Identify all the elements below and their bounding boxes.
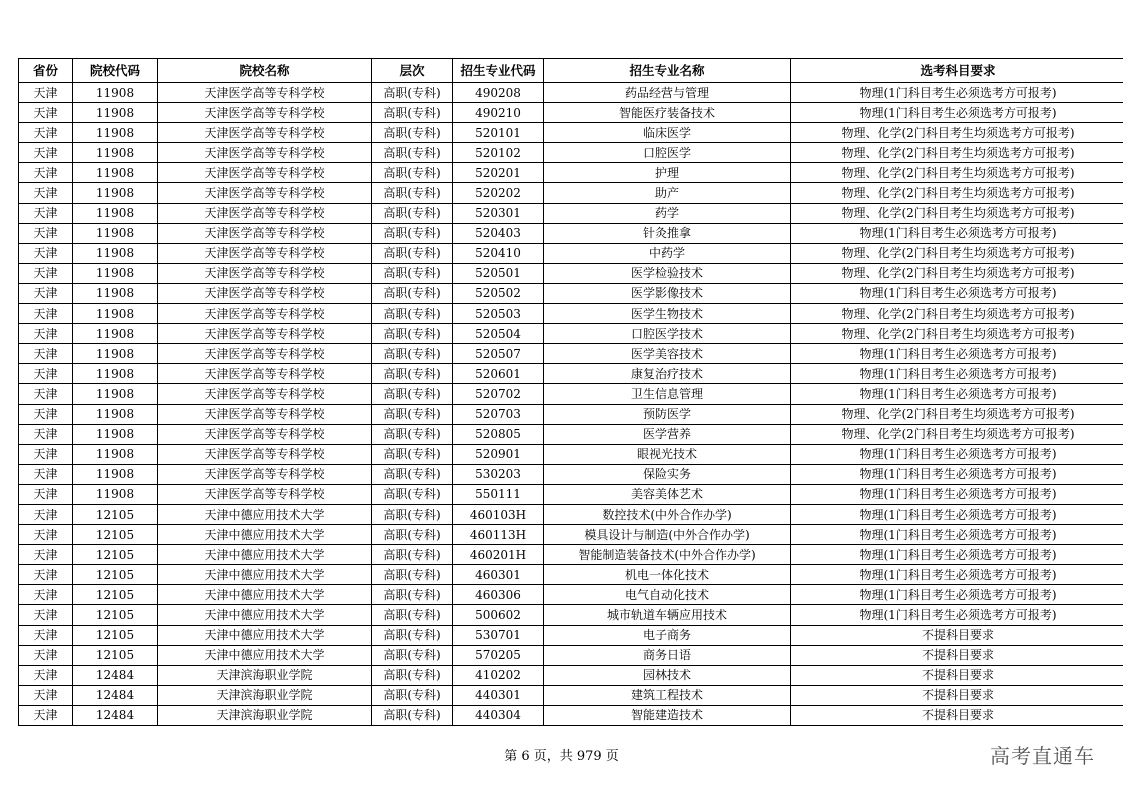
cell-subject-requirement: 物理、化学(2门科目考生均须选考方可报考): [791, 304, 1123, 324]
cell-level: 高职(专科): [372, 123, 453, 143]
cell-school-code: 12105: [73, 525, 158, 545]
cell-school-name: 天津滨海职业学院: [158, 665, 372, 685]
cell-school-code: 11908: [73, 183, 158, 203]
cell-province: 天津: [19, 705, 73, 725]
cell-school-name: 天津医学高等专科学校: [158, 324, 372, 344]
cell-school-name: 天津滨海职业学院: [158, 705, 372, 725]
cell-school-name: 天津医学高等专科学校: [158, 143, 372, 163]
table-row: [19, 384, 1123, 404]
cell-province: 天津: [19, 484, 73, 504]
cell-major-name: 临床医学: [544, 123, 791, 143]
table-row: [19, 605, 1123, 625]
cell-province: 天津: [19, 685, 73, 705]
cell-school-code: 11908: [73, 484, 158, 504]
cell-major-code: 410202: [453, 665, 544, 685]
cell-major-name: 医学营养: [544, 424, 791, 444]
cell-major-name: 智能制造装备技术(中外合作办学): [544, 545, 791, 565]
cell-subject-requirement: 物理(1门科目考生必须选考方可报考): [791, 545, 1123, 565]
cell-province: 天津: [19, 444, 73, 464]
cell-school-name: 天津中德应用技术大学: [158, 645, 372, 665]
cell-level: 高职(专科): [372, 705, 453, 725]
header-subject-requirement: 选考科目要求: [791, 59, 1123, 83]
cell-major-name: 美容美体艺术: [544, 484, 791, 504]
cell-level: 高职(专科): [372, 304, 453, 324]
cell-school-name: 天津医学高等专科学校: [158, 384, 372, 404]
cell-school-code: 12105: [73, 545, 158, 565]
table-row: [19, 83, 1123, 103]
cell-major-name: 药品经营与管理: [544, 83, 791, 103]
cell-major-code: 460301: [453, 565, 544, 585]
cell-subject-requirement: 不提科目要求: [791, 645, 1123, 665]
cell-province: 天津: [19, 163, 73, 183]
table-row: [19, 625, 1123, 645]
cell-major-name: 数控技术(中外合作办学): [544, 504, 791, 524]
cell-province: 天津: [19, 103, 73, 123]
cell-level: 高职(专科): [372, 203, 453, 223]
cell-major-name: 助产: [544, 183, 791, 203]
cell-level: 高职(专科): [372, 464, 453, 484]
table-row: [19, 143, 1123, 163]
cell-school-name: 天津中德应用技术大学: [158, 585, 372, 605]
cell-major-code: 520202: [453, 183, 544, 203]
cell-level: 高职(专科): [372, 263, 453, 283]
cell-province: 天津: [19, 243, 73, 263]
table-row: [19, 484, 1123, 504]
table-row: [19, 243, 1123, 263]
cell-province: 天津: [19, 364, 73, 384]
cell-province: 天津: [19, 143, 73, 163]
cell-level: 高职(专科): [372, 484, 453, 504]
cell-subject-requirement: 物理、化学(2门科目考生均须选考方可报考): [791, 404, 1123, 424]
cell-school-code: 11908: [73, 263, 158, 283]
cell-school-code: 11908: [73, 103, 158, 123]
cell-subject-requirement: 物理、化学(2门科目考生均须选考方可报考): [791, 324, 1123, 344]
cell-school-code: 11908: [73, 384, 158, 404]
cell-subject-requirement: 物理(1门科目考生必须选考方可报考): [791, 364, 1123, 384]
cell-school-name: 天津中德应用技术大学: [158, 625, 372, 645]
cell-province: 天津: [19, 625, 73, 645]
cell-school-code: 11908: [73, 123, 158, 143]
header-major-code: 招生专业代码: [453, 59, 544, 83]
cell-school-code: 12105: [73, 585, 158, 605]
cell-school-name: 天津医学高等专科学校: [158, 283, 372, 303]
cell-school-code: 11908: [73, 464, 158, 484]
cell-major-code: 520102: [453, 143, 544, 163]
cell-school-code: 12484: [73, 665, 158, 685]
cell-province: 天津: [19, 585, 73, 605]
cell-province: 天津: [19, 263, 73, 283]
cell-major-code: 520504: [453, 324, 544, 344]
cell-province: 天津: [19, 83, 73, 103]
cell-province: 天津: [19, 424, 73, 444]
cell-level: 高职(专科): [372, 545, 453, 565]
cell-major-code: 570205: [453, 645, 544, 665]
table-row: [19, 163, 1123, 183]
cell-level: 高职(专科): [372, 605, 453, 625]
cell-school-code: 12105: [73, 565, 158, 585]
cell-major-code: 460201H: [453, 545, 544, 565]
cell-school-name: 天津医学高等专科学校: [158, 304, 372, 324]
cell-school-code: 11908: [73, 283, 158, 303]
cell-major-name: 医学美容技术: [544, 344, 791, 364]
table-row: [19, 464, 1123, 484]
cell-subject-requirement: 不提科目要求: [791, 705, 1123, 725]
cell-major-name: 电气自动化技术: [544, 585, 791, 605]
cell-major-name: 园林技术: [544, 665, 791, 685]
cell-major-name: 医学检验技术: [544, 263, 791, 283]
cell-major-name: 建筑工程技术: [544, 685, 791, 705]
cell-major-name: 商务日语: [544, 645, 791, 665]
table-row: [19, 545, 1123, 565]
table-header-row: [19, 59, 1123, 83]
cell-level: 高职(专科): [372, 163, 453, 183]
cell-major-code: 520503: [453, 304, 544, 324]
cell-school-name: 天津医学高等专科学校: [158, 83, 372, 103]
cell-level: 高职(专科): [372, 364, 453, 384]
cell-major-code: 530203: [453, 464, 544, 484]
table-row: [19, 424, 1123, 444]
cell-school-code: 11908: [73, 143, 158, 163]
table-row: [19, 364, 1123, 384]
cell-major-code: 530701: [453, 625, 544, 645]
table-row: [19, 263, 1123, 283]
cell-major-code: 520501: [453, 263, 544, 283]
cell-subject-requirement: 物理(1门科目考生必须选考方可报考): [791, 444, 1123, 464]
cell-major-name: 康复治疗技术: [544, 364, 791, 384]
cell-level: 高职(专科): [372, 585, 453, 605]
cell-major-code: 440301: [453, 685, 544, 705]
cell-major-name: 医学生物技术: [544, 304, 791, 324]
header-level: 层次: [372, 59, 453, 83]
cell-level: 高职(专科): [372, 665, 453, 685]
table-row: [19, 665, 1123, 685]
cell-major-code: 520703: [453, 404, 544, 424]
cell-major-name: 护理: [544, 163, 791, 183]
cell-major-code: 520601: [453, 364, 544, 384]
cell-school-name: 天津中德应用技术大学: [158, 504, 372, 524]
cell-school-code: 12484: [73, 685, 158, 705]
cell-level: 高职(专科): [372, 424, 453, 444]
header-major-name: 招生专业名称: [544, 59, 791, 83]
cell-school-code: 11908: [73, 304, 158, 324]
watermark: 高考直通车: [990, 744, 1095, 768]
cell-major-code: 460113H: [453, 525, 544, 545]
cell-subject-requirement: 物理(1门科目考生必须选考方可报考): [791, 605, 1123, 625]
cell-school-code: 12484: [73, 705, 158, 725]
table-row: [19, 223, 1123, 243]
cell-major-code: 490208: [453, 83, 544, 103]
cell-major-code: 440304: [453, 705, 544, 725]
cell-school-code: 11908: [73, 344, 158, 364]
cell-school-name: 天津中德应用技术大学: [158, 545, 372, 565]
cell-subject-requirement: 物理(1门科目考生必须选考方可报考): [791, 83, 1123, 103]
table-row: [19, 203, 1123, 223]
cell-subject-requirement: 物理、化学(2门科目考生均须选考方可报考): [791, 243, 1123, 263]
cell-school-name: 天津医学高等专科学校: [158, 103, 372, 123]
table-row: [19, 344, 1123, 364]
cell-major-name: 机电一体化技术: [544, 565, 791, 585]
cell-school-code: 12105: [73, 504, 158, 524]
cell-major-name: 口腔医学: [544, 143, 791, 163]
cell-province: 天津: [19, 304, 73, 324]
cell-province: 天津: [19, 665, 73, 685]
cell-school-name: 天津医学高等专科学校: [158, 163, 372, 183]
cell-province: 天津: [19, 344, 73, 364]
cell-subject-requirement: 物理、化学(2门科目考生均须选考方可报考): [791, 263, 1123, 283]
cell-level: 高职(专科): [372, 565, 453, 585]
cell-subject-requirement: 不提科目要求: [791, 625, 1123, 645]
cell-subject-requirement: 物理、化学(2门科目考生均须选考方可报考): [791, 203, 1123, 223]
header-school-name: 院校名称: [158, 59, 372, 83]
cell-level: 高职(专科): [372, 223, 453, 243]
cell-major-code: 520702: [453, 384, 544, 404]
table-row: [19, 444, 1123, 464]
cell-subject-requirement: 物理、化学(2门科目考生均须选考方可报考): [791, 183, 1123, 203]
table-row: [19, 283, 1123, 303]
cell-major-name: 保险实务: [544, 464, 791, 484]
table-row: [19, 183, 1123, 203]
cell-major-name: 预防医学: [544, 404, 791, 424]
cell-school-name: 天津医学高等专科学校: [158, 364, 372, 384]
cell-school-code: 11908: [73, 163, 158, 183]
cell-school-code: 12105: [73, 645, 158, 665]
cell-province: 天津: [19, 464, 73, 484]
cell-subject-requirement: 物理、化学(2门科目考生均须选考方可报考): [791, 143, 1123, 163]
table-row: [19, 504, 1123, 524]
cell-school-name: 天津医学高等专科学校: [158, 464, 372, 484]
cell-province: 天津: [19, 183, 73, 203]
cell-level: 高职(专科): [372, 243, 453, 263]
cell-level: 高职(专科): [372, 103, 453, 123]
admission-table: [18, 58, 1123, 726]
cell-subject-requirement: 物理(1门科目考生必须选考方可报考): [791, 384, 1123, 404]
cell-level: 高职(专科): [372, 685, 453, 705]
cell-school-code: 12105: [73, 605, 158, 625]
cell-province: 天津: [19, 525, 73, 545]
cell-subject-requirement: 物理(1门科目考生必须选考方可报考): [791, 103, 1123, 123]
table-row: [19, 525, 1123, 545]
cell-province: 天津: [19, 545, 73, 565]
cell-province: 天津: [19, 645, 73, 665]
cell-school-code: 11908: [73, 243, 158, 263]
cell-school-name: 天津医学高等专科学校: [158, 183, 372, 203]
cell-school-code: 11908: [73, 223, 158, 243]
cell-province: 天津: [19, 404, 73, 424]
cell-major-name: 医学影像技术: [544, 283, 791, 303]
table-row: [19, 585, 1123, 605]
cell-major-name: 中药学: [544, 243, 791, 263]
cell-school-name: 天津医学高等专科学校: [158, 344, 372, 364]
cell-province: 天津: [19, 565, 73, 585]
table-row: [19, 705, 1123, 725]
cell-major-name: 口腔医学技术: [544, 324, 791, 344]
cell-subject-requirement: 物理(1门科目考生必须选考方可报考): [791, 344, 1123, 364]
cell-school-code: 11908: [73, 83, 158, 103]
cell-major-code: 520403: [453, 223, 544, 243]
cell-level: 高职(专科): [372, 344, 453, 364]
cell-school-name: 天津中德应用技术大学: [158, 605, 372, 625]
cell-major-code: 520507: [453, 344, 544, 364]
cell-major-name: 针灸推拿: [544, 223, 791, 243]
cell-subject-requirement: 不提科目要求: [791, 665, 1123, 685]
cell-subject-requirement: 物理(1门科目考生必须选考方可报考): [791, 464, 1123, 484]
table-row: [19, 565, 1123, 585]
table-row: [19, 404, 1123, 424]
cell-major-code: 490210: [453, 103, 544, 123]
cell-major-name: 电子商务: [544, 625, 791, 645]
cell-school-code: 11908: [73, 364, 158, 384]
table-body: [19, 83, 1123, 726]
cell-level: 高职(专科): [372, 143, 453, 163]
cell-province: 天津: [19, 283, 73, 303]
cell-school-code: 12105: [73, 625, 158, 645]
cell-school-name: 天津医学高等专科学校: [158, 203, 372, 223]
cell-subject-requirement: 不提科目要求: [791, 685, 1123, 705]
cell-major-code: 460103H: [453, 504, 544, 524]
cell-major-name: 智能建造技术: [544, 705, 791, 725]
cell-major-code: 520101: [453, 123, 544, 143]
cell-level: 高职(专科): [372, 384, 453, 404]
cell-province: 天津: [19, 605, 73, 625]
cell-level: 高职(专科): [372, 625, 453, 645]
cell-major-code: 520301: [453, 203, 544, 223]
cell-major-code: 520502: [453, 283, 544, 303]
cell-subject-requirement: 物理(1门科目考生必须选考方可报考): [791, 525, 1123, 545]
cell-school-name: 天津医学高等专科学校: [158, 263, 372, 283]
cell-school-name: 天津滨海职业学院: [158, 685, 372, 705]
cell-major-code: 550111: [453, 484, 544, 504]
cell-major-code: 520201: [453, 163, 544, 183]
cell-school-code: 11908: [73, 444, 158, 464]
cell-school-code: 11908: [73, 324, 158, 344]
cell-province: 天津: [19, 324, 73, 344]
cell-province: 天津: [19, 203, 73, 223]
cell-school-code: 11908: [73, 203, 158, 223]
table-row: [19, 304, 1123, 324]
cell-major-name: 智能医疗装备技术: [544, 103, 791, 123]
cell-school-code: 11908: [73, 404, 158, 424]
page-number: 第 6 页，共 979 页: [504, 749, 619, 764]
cell-province: 天津: [19, 223, 73, 243]
cell-school-name: 天津中德应用技术大学: [158, 565, 372, 585]
header-province: 省份: [19, 59, 73, 83]
cell-major-name: 卫生信息管理: [544, 384, 791, 404]
table-row: [19, 123, 1123, 143]
cell-level: 高职(专科): [372, 645, 453, 665]
cell-province: 天津: [19, 504, 73, 524]
cell-school-name: 天津医学高等专科学校: [158, 243, 372, 263]
cell-subject-requirement: 物理、化学(2门科目考生均须选考方可报考): [791, 123, 1123, 143]
cell-major-name: 药学: [544, 203, 791, 223]
cell-major-name: 眼视光技术: [544, 444, 791, 464]
table-row: [19, 645, 1123, 665]
cell-level: 高职(专科): [372, 404, 453, 424]
cell-school-name: 天津医学高等专科学校: [158, 444, 372, 464]
cell-school-name: 天津医学高等专科学校: [158, 223, 372, 243]
cell-major-name: 模具设计与制造(中外合作办学): [544, 525, 791, 545]
cell-major-name: 城市轨道车辆应用技术: [544, 605, 791, 625]
cell-subject-requirement: 物理(1门科目考生必须选考方可报考): [791, 484, 1123, 504]
cell-subject-requirement: 物理、化学(2门科目考生均须选考方可报考): [791, 424, 1123, 444]
cell-school-code: 11908: [73, 424, 158, 444]
cell-level: 高职(专科): [372, 324, 453, 344]
header-school-code: 院校代码: [73, 59, 158, 83]
cell-major-code: 460306: [453, 585, 544, 605]
cell-province: 天津: [19, 384, 73, 404]
cell-province: 天津: [19, 123, 73, 143]
table-row: [19, 685, 1123, 705]
cell-subject-requirement: 物理(1门科目考生必须选考方可报考): [791, 223, 1123, 243]
cell-school-name: 天津医学高等专科学校: [158, 404, 372, 424]
cell-major-code: 520410: [453, 243, 544, 263]
cell-subject-requirement: 物理(1门科目考生必须选考方可报考): [791, 565, 1123, 585]
cell-school-name: 天津医学高等专科学校: [158, 123, 372, 143]
cell-subject-requirement: 物理(1门科目考生必须选考方可报考): [791, 585, 1123, 605]
cell-major-code: 520805: [453, 424, 544, 444]
cell-major-code: 520901: [453, 444, 544, 464]
table-row: [19, 324, 1123, 344]
cell-major-code: 500602: [453, 605, 544, 625]
cell-level: 高职(专科): [372, 183, 453, 203]
cell-level: 高职(专科): [372, 504, 453, 524]
table-row: [19, 103, 1123, 123]
cell-subject-requirement: 物理(1门科目考生必须选考方可报考): [791, 504, 1123, 524]
cell-level: 高职(专科): [372, 83, 453, 103]
cell-level: 高职(专科): [372, 444, 453, 464]
cell-school-name: 天津医学高等专科学校: [158, 424, 372, 444]
cell-school-name: 天津医学高等专科学校: [158, 484, 372, 504]
cell-school-name: 天津中德应用技术大学: [158, 525, 372, 545]
cell-subject-requirement: 物理、化学(2门科目考生均须选考方可报考): [791, 163, 1123, 183]
cell-level: 高职(专科): [372, 525, 453, 545]
cell-level: 高职(专科): [372, 283, 453, 303]
cell-subject-requirement: 物理(1门科目考生必须选考方可报考): [791, 283, 1123, 303]
